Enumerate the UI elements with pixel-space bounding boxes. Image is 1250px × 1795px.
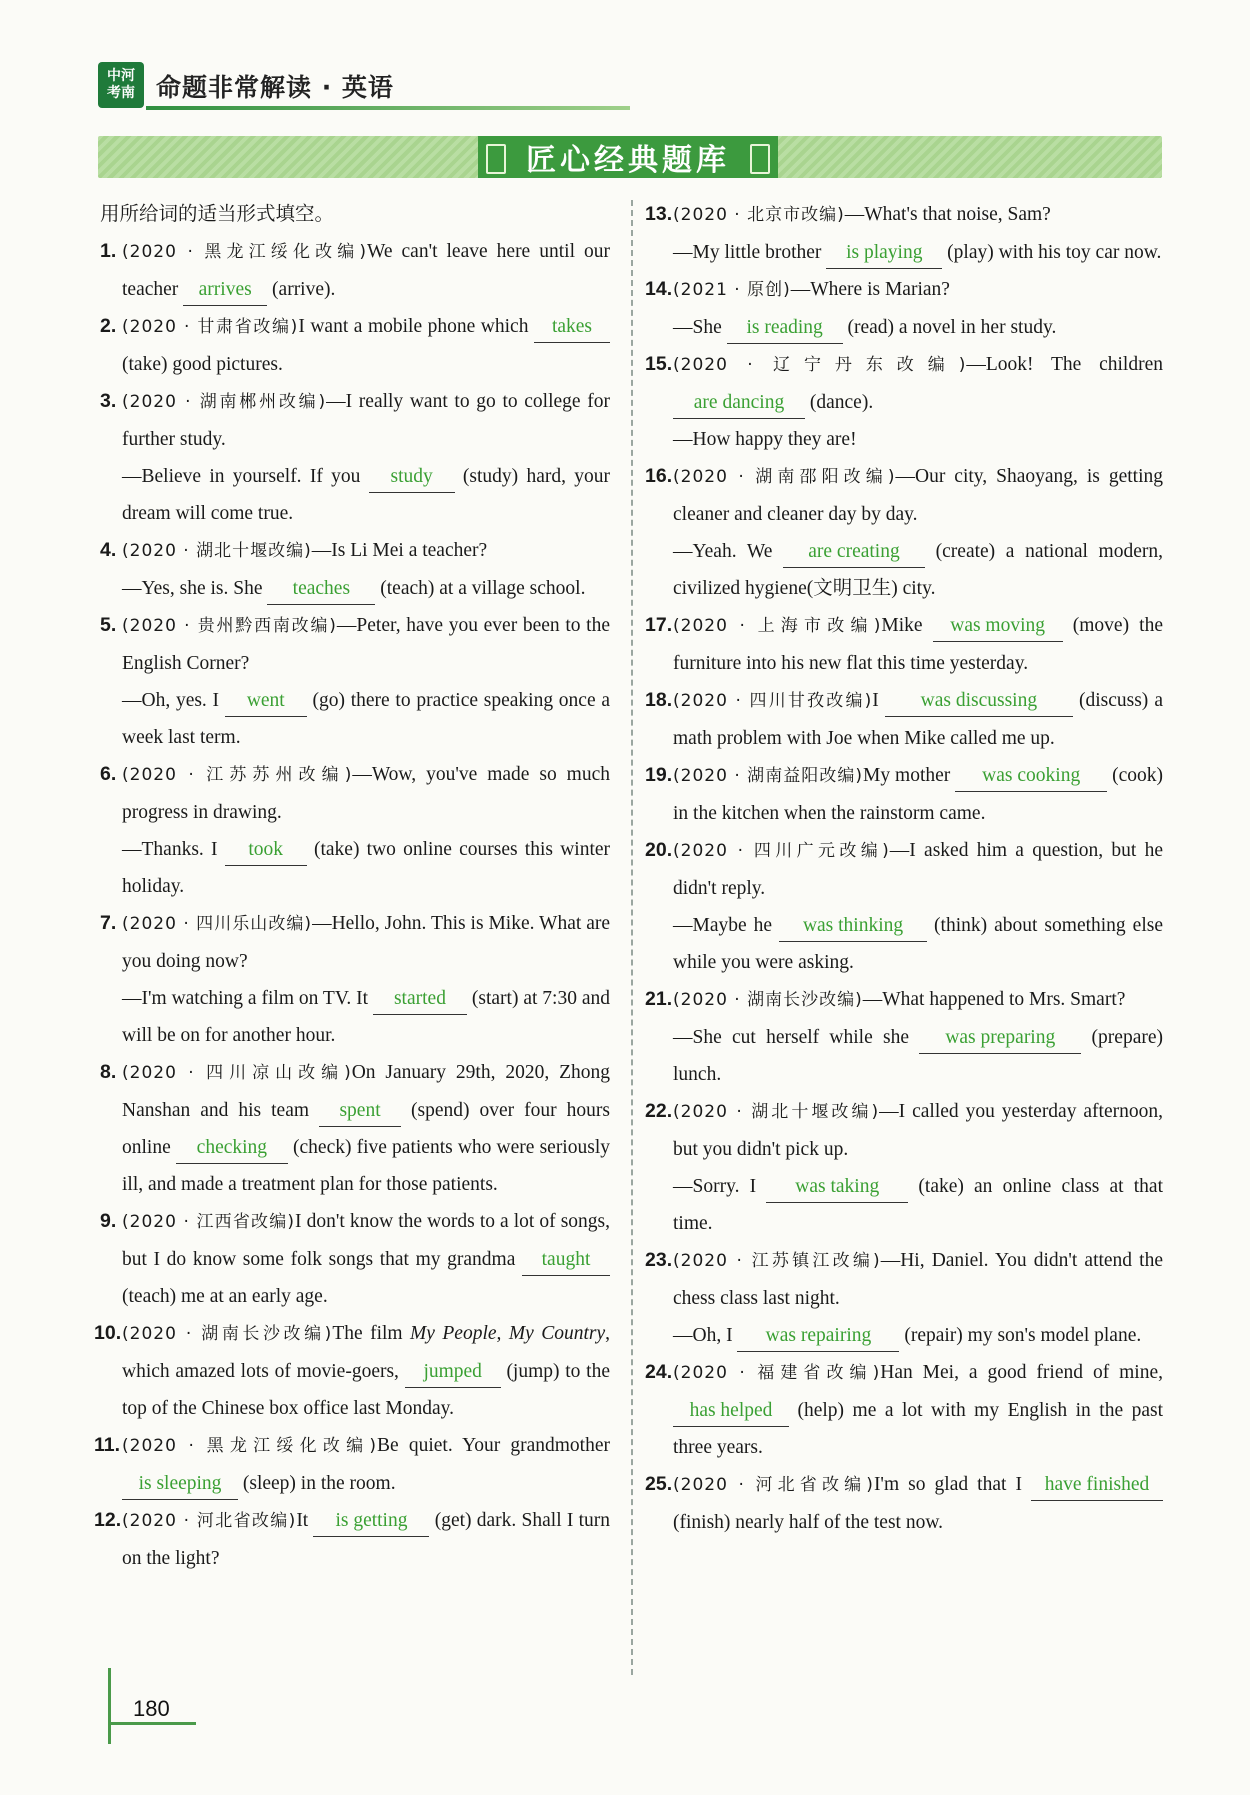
question-text: (take) good pictures.	[122, 354, 283, 375]
question-source: (2020 · 甘肃省改编)	[122, 317, 299, 337]
question-7	[100, 905, 610, 1054]
question-source: (2020 · 福建省改编)	[673, 1363, 881, 1383]
question-5	[100, 607, 610, 756]
question-text: Be quiet. Your grandmother	[377, 1435, 610, 1456]
question-text: —What happened to Mrs. Smart?	[862, 989, 1126, 1010]
answer-blank[interactable]: have finished	[1031, 1470, 1163, 1501]
question-text: We can't leave here until our teacher	[122, 241, 610, 300]
question-8	[100, 1054, 610, 1203]
banner-decoration-left	[486, 144, 506, 174]
question-number: 25.	[645, 1473, 673, 1495]
question-text: —Thanks. I	[122, 839, 225, 860]
question-number: 12.	[94, 1509, 122, 1531]
question-text: —Where is Marian?	[790, 279, 950, 300]
logo-text-bottom: 考南	[107, 85, 135, 101]
question-17	[645, 607, 1163, 682]
question-number: 24.	[645, 1361, 673, 1383]
question-12	[94, 1502, 611, 1577]
question-3	[100, 383, 610, 532]
page-number: 180	[133, 1696, 170, 1721]
answer-blank[interactable]: was repairing	[737, 1321, 899, 1352]
question-text: —What's that noise, Sam?	[844, 204, 1051, 225]
question-text: (study) hard, your dream will come true.	[122, 466, 610, 524]
question-number: 15.	[645, 353, 673, 375]
answer-blank[interactable]: spent	[319, 1096, 401, 1127]
question-text: (teach) me at an early age.	[122, 1286, 328, 1307]
answer-blank[interactable]: took	[225, 835, 307, 866]
question-text: —I'm watching a film on TV. It	[122, 988, 373, 1009]
question-text: —Yes, she is. She	[122, 578, 268, 599]
question-number: 22.	[645, 1100, 673, 1122]
question-number: 23.	[645, 1249, 673, 1271]
question-source: (2020 · 河北省改编)	[122, 1511, 297, 1531]
question-text: (sleep) in the room.	[242, 1473, 396, 1494]
question-source: (2020 · 江苏镇江改编)	[673, 1251, 881, 1271]
question-text: I don't know the words to a lot of songs, but I do know some folk songs that my grandma	[122, 1211, 610, 1270]
question-number: 19.	[645, 764, 673, 786]
question-source: (2020 · 湖南郴州改编)	[122, 392, 327, 412]
answer-blank[interactable]: jumped	[405, 1357, 501, 1388]
question-25	[645, 1466, 1163, 1541]
question-text: (take) two online courses this winter holiday.	[122, 839, 611, 897]
question-text: —She	[673, 317, 727, 338]
question-source: (2020 · 四川广元改编)	[673, 841, 890, 861]
column-divider	[631, 200, 633, 1675]
question-text: (finish) nearly half of the test now.	[673, 1512, 944, 1533]
question-10	[94, 1315, 610, 1427]
question-text: (move) the furniture into his new flat this time yesterday.	[673, 615, 1163, 674]
answer-blank[interactable]: is playing	[826, 238, 942, 269]
question-source: (2020 · 贵州黔西南改编)	[122, 616, 337, 636]
question-number: 14.	[645, 278, 673, 300]
question-source: (2020 · 北京市改编)	[673, 205, 845, 225]
logo-text-top: 中河	[107, 68, 135, 84]
answer-blank[interactable]: is sleeping	[122, 1469, 238, 1500]
question-4	[100, 532, 610, 607]
question-source: (2020 · 湖北十堰改编)	[122, 541, 312, 561]
answer-blank[interactable]: was cooking	[955, 761, 1107, 792]
question-18	[645, 682, 1164, 757]
question-source: (2020 · 湖南邵阳改编)	[673, 467, 896, 487]
answer-blank[interactable]: was moving	[933, 611, 1063, 642]
question-text: —Is Li Mei a teacher?	[311, 540, 488, 561]
question-number: 6.	[100, 763, 117, 785]
film-title: My People, My Country	[410, 1323, 606, 1344]
question-number: 4.	[100, 539, 117, 561]
question-text: —Our city, Shaoyang, is getting cleaner and cleaner day by day.	[673, 466, 1163, 525]
question-number: 3.	[100, 390, 117, 412]
question-text: —Sorry. I	[673, 1176, 767, 1197]
question-text: —Oh, yes. I	[122, 690, 225, 711]
question-text: (check) five patients who were seriously ill, and made a treatment plan for those patients.	[122, 1137, 610, 1195]
question-text: (spend) over four hours online	[122, 1100, 610, 1158]
question-text: —I asked him a question, but he didn't reply.	[673, 840, 1163, 899]
question-text: (think) about something else while you were asking.	[673, 915, 1163, 973]
instruction: 用所给词的适当形式填空。	[100, 204, 335, 225]
question-source: (2020 · 黑龙江绥化改编)	[122, 1436, 378, 1456]
question-text: (dance).	[809, 392, 874, 413]
question-6	[100, 756, 610, 905]
footer-bar-vertical	[108, 1668, 111, 1744]
answer-blank[interactable]: was discussing	[885, 686, 1073, 717]
question-number: 9.	[100, 1210, 117, 1232]
question-text: —Yeah. We	[673, 541, 783, 562]
page-header	[98, 62, 630, 110]
answer-blank[interactable]: was preparing	[919, 1023, 1081, 1054]
question-13	[645, 196, 1163, 271]
banner-center	[478, 136, 778, 178]
question-number: 2.	[100, 315, 117, 337]
question-text: (help) me a lot with my English in the past three years.	[673, 1400, 1163, 1458]
question-source: (2020 · 湖南益阳改编)	[673, 766, 864, 786]
answer-blank[interactable]: teaches	[267, 574, 375, 605]
question-text: —Hello, John. This is Mike. What are you doing now?	[122, 913, 610, 972]
question-text: (read) a novel in her study.	[847, 317, 1057, 338]
banner-decoration-right	[750, 144, 770, 174]
section-title: 匠心经典题库	[526, 143, 730, 178]
question-16	[645, 458, 1163, 607]
question-11	[94, 1427, 610, 1502]
question-1	[100, 233, 610, 308]
question-number: 21.	[645, 988, 673, 1010]
question-source: (2020 · 江西省改编)	[122, 1212, 296, 1232]
question-24	[645, 1354, 1163, 1466]
question-15	[645, 346, 1163, 458]
question-number: 17.	[645, 614, 673, 636]
question-source: (2020 · 上海市改编)	[673, 616, 882, 636]
question-text: (create) a national modern, civilized hygiene(文明卫生) city.	[673, 541, 1163, 599]
question-text: —Look! The children	[966, 354, 1163, 375]
question-text: (play) with his toy car now.	[947, 242, 1162, 263]
question-text: (discuss) a math problem with Joe when Mike called me up.	[673, 690, 1164, 749]
question-text: —She cut herself while she	[673, 1027, 920, 1048]
question-text: —I really want to go to college for further study.	[122, 391, 610, 450]
question-2	[100, 308, 610, 383]
question-text: It	[296, 1510, 314, 1531]
section-banner	[98, 136, 1162, 178]
question-source: (2020 · 四川甘孜改编)	[673, 691, 873, 711]
question-text: , which amazed lots of movie-goers,	[122, 1323, 610, 1382]
answer-blank[interactable]: is reading	[727, 313, 843, 344]
question-text: —How happy they are!	[673, 429, 857, 450]
book-title: 命题非常解读 · 英语	[156, 73, 394, 102]
question-21	[645, 981, 1163, 1093]
answer-blank[interactable]: takes	[534, 312, 610, 343]
answer-blank[interactable]: are creating	[783, 537, 925, 568]
question-text: The film	[332, 1323, 411, 1344]
question-text: (arrive).	[272, 279, 336, 300]
question-number: 10.	[94, 1322, 122, 1344]
question-20	[645, 832, 1163, 981]
question-14	[645, 271, 1163, 346]
question-number: 8.	[100, 1061, 117, 1083]
question-source: (2020 · 黑龙江绥化改编)	[122, 242, 367, 262]
question-text: Han Mei, a good friend of mine,	[880, 1362, 1163, 1383]
question-text: I'm so glad that I	[873, 1474, 1031, 1495]
question-text: (get) dark. Shall I turn on the light?	[122, 1510, 611, 1569]
answer-blank[interactable]: arrives	[183, 275, 267, 306]
question-text: I	[872, 690, 885, 711]
question-source: (2021 · 原创)	[673, 280, 791, 300]
question-text: —I called you yesterday afternoon, but you didn't pick up.	[673, 1101, 1163, 1160]
question-source: (2020 · 辽宁丹东改编)	[673, 355, 967, 375]
question-text: —Wow, you've made so much progress in drawing.	[122, 764, 610, 823]
question-number: 7.	[100, 912, 117, 934]
answer-blank[interactable]: was thinking	[779, 911, 927, 942]
answer-blank[interactable]: went	[225, 686, 307, 717]
question-source: (2020 · 江苏苏州改编)	[122, 765, 353, 785]
question-text: —My little brother	[673, 242, 827, 263]
question-9	[100, 1203, 610, 1315]
question-source: (2020 · 湖南长沙改编)	[122, 1324, 333, 1344]
question-text: (take) an online class at that time.	[673, 1176, 1163, 1234]
answer-blank[interactable]: are dancing	[673, 388, 805, 419]
question-text: (teach) at a village school.	[380, 578, 586, 599]
answer-blank[interactable]: taught	[522, 1245, 610, 1276]
question-text: My mother	[863, 765, 956, 786]
right-column	[645, 196, 1164, 1541]
question-text: (prepare) lunch.	[673, 1027, 1163, 1085]
question-22	[645, 1093, 1163, 1242]
question-text: (start) at 7:30 and will be on for another hour.	[122, 988, 611, 1046]
question-text: —Maybe he	[673, 915, 780, 936]
question-source: (2020 · 湖南长沙改编)	[673, 990, 863, 1010]
question-text: —Peter, have you ever been to the English Corner?	[122, 615, 610, 674]
question-19	[645, 757, 1164, 832]
question-source: (2020 · 湖北十堰改编)	[673, 1102, 880, 1122]
question-number: 5.	[100, 614, 117, 636]
answer-blank[interactable]: was taking	[766, 1172, 908, 1203]
header-underline	[146, 106, 630, 110]
answer-blank[interactable]: study	[369, 462, 455, 493]
question-number: 11.	[94, 1434, 121, 1456]
question-number: 16.	[645, 465, 673, 487]
answer-blank[interactable]: started	[373, 984, 467, 1015]
question-number: 18.	[645, 689, 673, 711]
question-text: (repair) my son's model plane.	[904, 1325, 1142, 1346]
question-number: 20.	[645, 839, 673, 861]
question-text: Mike	[881, 615, 933, 636]
question-text: On January 29th, 2020, Zhong Nanshan and his team	[122, 1062, 610, 1121]
left-column	[94, 196, 611, 1577]
question-text: (go) there to practice speaking once a week last term.	[122, 690, 610, 748]
question-23	[645, 1242, 1163, 1354]
question-text: —Believe in yourself. If you	[122, 466, 369, 487]
question-source: (2020 · 四川凉山改编)	[122, 1063, 352, 1083]
question-number: 13.	[645, 203, 673, 225]
question-text: I want a mobile phone which	[298, 316, 534, 337]
question-text: (cook) in the kitchen when the rainstorm came.	[673, 765, 1164, 824]
footer-bar-horizontal	[108, 1722, 196, 1725]
question-text: —Hi, Daniel. You didn't attend the chess class last night.	[673, 1250, 1163, 1309]
question-number: 1.	[100, 240, 117, 262]
question-source: (2020 · 四川乐山改编)	[122, 914, 313, 934]
question-text: —Oh, I	[673, 1325, 738, 1346]
answer-blank[interactable]: checking	[176, 1133, 288, 1164]
question-source: (2020 · 河北省改编)	[673, 1475, 874, 1495]
answer-blank[interactable]: is getting	[313, 1506, 429, 1537]
publisher-logo	[98, 62, 144, 108]
answer-blank[interactable]: has helped	[673, 1396, 789, 1427]
question-text: (jump) to the top of the Chinese box office last Monday.	[122, 1361, 610, 1419]
